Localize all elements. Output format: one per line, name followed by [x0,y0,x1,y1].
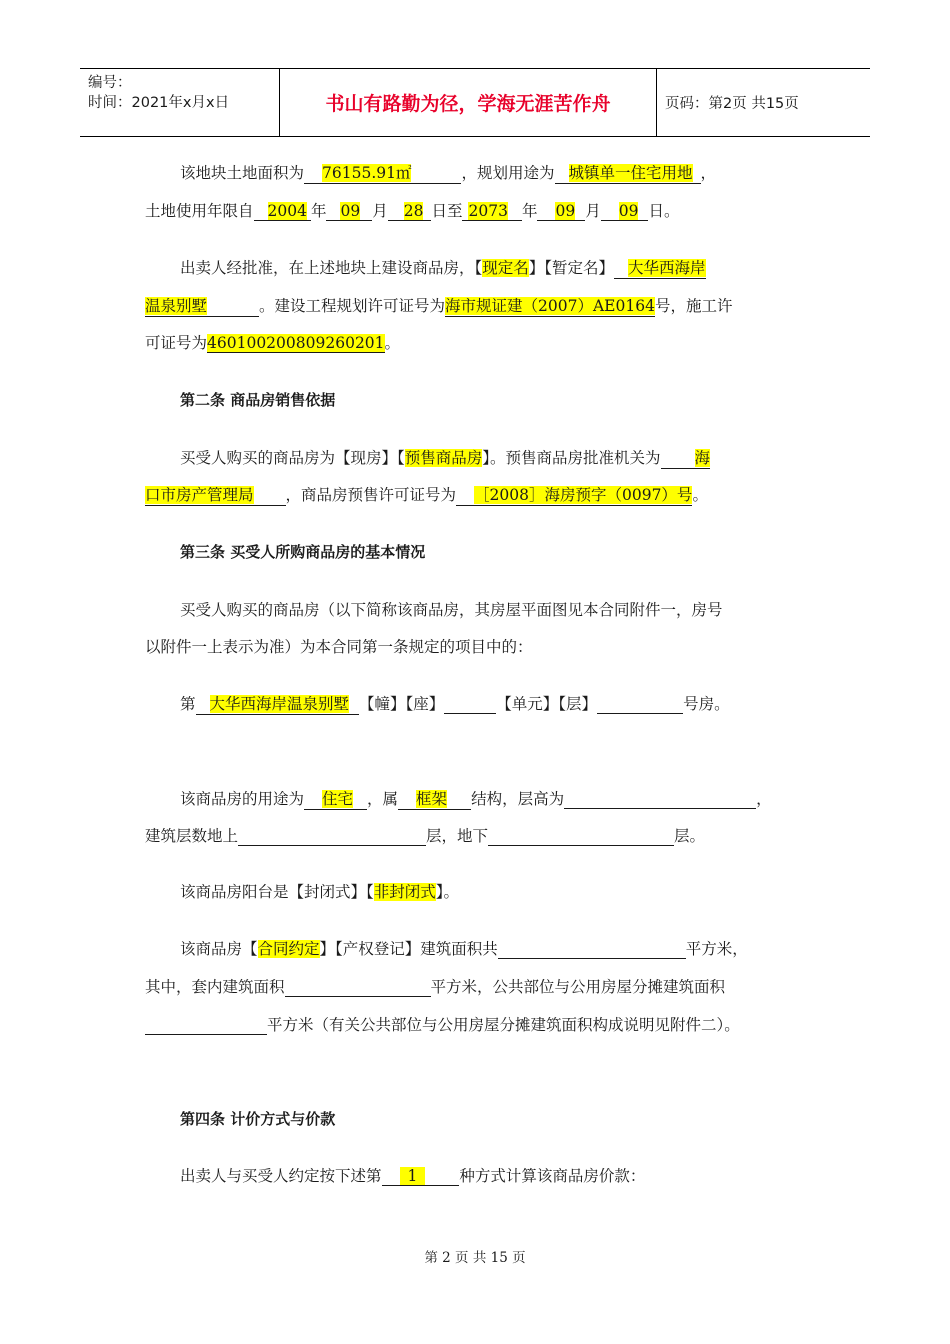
article-3-heading: 第三条 买受人所购商品房的基本情况 [180,543,426,561]
contract-agreed-option: 合同约定 [257,940,320,958]
balcony-line: 该商品房阳台是【封闭式】【非封闭式】。 [180,883,460,901]
term-end-day: 09 [618,202,639,220]
document-time: 时间：2021年x月x日 [88,95,230,111]
non-closed-balcony-option: 非封闭式 [373,883,436,901]
approval-authority-part2: 口市房产管理局 [145,486,254,504]
pricing-method-number: 1 [400,1167,426,1185]
house-desc-line1: 买受人购买的商品房（以下简称该商品房，其房屋平面图见本合同附件一，房号 [180,601,723,619]
term-start-day: 28 [403,202,424,220]
term-end-year: 2073 [468,202,508,220]
land-term-line: 土地使用年限自 2004 年 09 月 28 日至 2073 年 09 月 09 日。 [145,202,680,220]
current-name-option: 现定名 [482,259,529,277]
construction-permit-line: 可证号为460100200809260201。 [145,334,401,352]
header-page-info: 页码：第2页 共15页 [665,96,799,112]
presale-license-line: 口市房产管理局 ，商品房预售许可证号为 ［2008］海房预字（0097）号。 [145,483,708,506]
article-4-heading: 第四条 计价方式与价款 [180,1110,336,1128]
term-end-month: 09 [555,202,576,220]
house-usage-value: 住宅 [322,790,354,808]
land-area-value: 76155.91㎡ [322,164,412,182]
inner-area-line: 其中，套内建筑面积 平方米，公共部位与公用房屋分摊建筑面积 [145,978,726,996]
article-2-heading: 第二条 商品房销售依据 [180,391,336,409]
project-name-part2: 温泉别墅 [145,297,208,315]
house-desc-line2: 以附件一上表示为准）为本合同第一条规定的项目中的： [145,638,533,656]
sale-basis-line: 买受人购买的商品房为【现房】【预售商品房】。预售商品房批准机关为 海 [180,446,710,469]
term-start-year: 2004 [267,202,307,220]
approval-line: 出卖人经批准，在上述地块上建设商品房，【现定名】【暂定名】 大华西海岸 [180,256,706,279]
document-number-label: 编号： [88,75,132,91]
header-meta [80,69,280,136]
presale-license-number: ［2008］海房预字（0097）号 [474,486,693,504]
shared-area-line: 平方米（有关公共部位与公用房屋分摊建筑面积构成说明见附件二）。 [145,1013,740,1035]
construction-permit-number: 460100200809260201 [207,334,385,352]
presale-option: 预售商品房 [404,449,483,467]
term-start-month: 09 [340,202,361,220]
floors-line: 建筑层数地上 层，地下 层。 [145,827,706,845]
building-area-line: 该商品房【合同约定】【产权登记】建筑面积共 平方米， [180,940,748,958]
project-name-part1: 大华西海岸 [628,259,706,277]
project-name-value: 大华西海岸温泉别墅 [209,695,350,713]
page-footer: 第 2 页 共 15 页 [424,1250,526,1266]
land-area-line: 该地块土地面积为 76155.91㎡ ，规划用途为 城镇单一住宅用地 ， [180,161,716,184]
plan-permit-line: 温泉别墅 。建设工程规划许可证号为海市规证建（2007）AE0164号，施工许 [145,294,732,317]
house-number-line: 第 大华西海岸温泉别墅 【幢】【座】 【单元】【层】 号房。 [180,692,730,715]
pricing-method-line: 出卖人与买受人约定按下述第 1 种方式计算该商品房价款： [180,1167,646,1185]
usage-structure-line: 该商品房的用途为 住宅 ，属 框架 结构，层高为 ， [180,787,772,810]
structure-type-value: 框架 [416,790,448,808]
page-header [80,68,870,137]
header-motto: 书山有路勤为径，学海无涯苦作舟 [280,69,657,136]
planning-permit-number: 海市规证建（2007）AE0164 [445,297,655,315]
land-use-value: 城镇单一住宅用地 [568,164,693,182]
approval-authority-part1: 海 [694,449,711,467]
